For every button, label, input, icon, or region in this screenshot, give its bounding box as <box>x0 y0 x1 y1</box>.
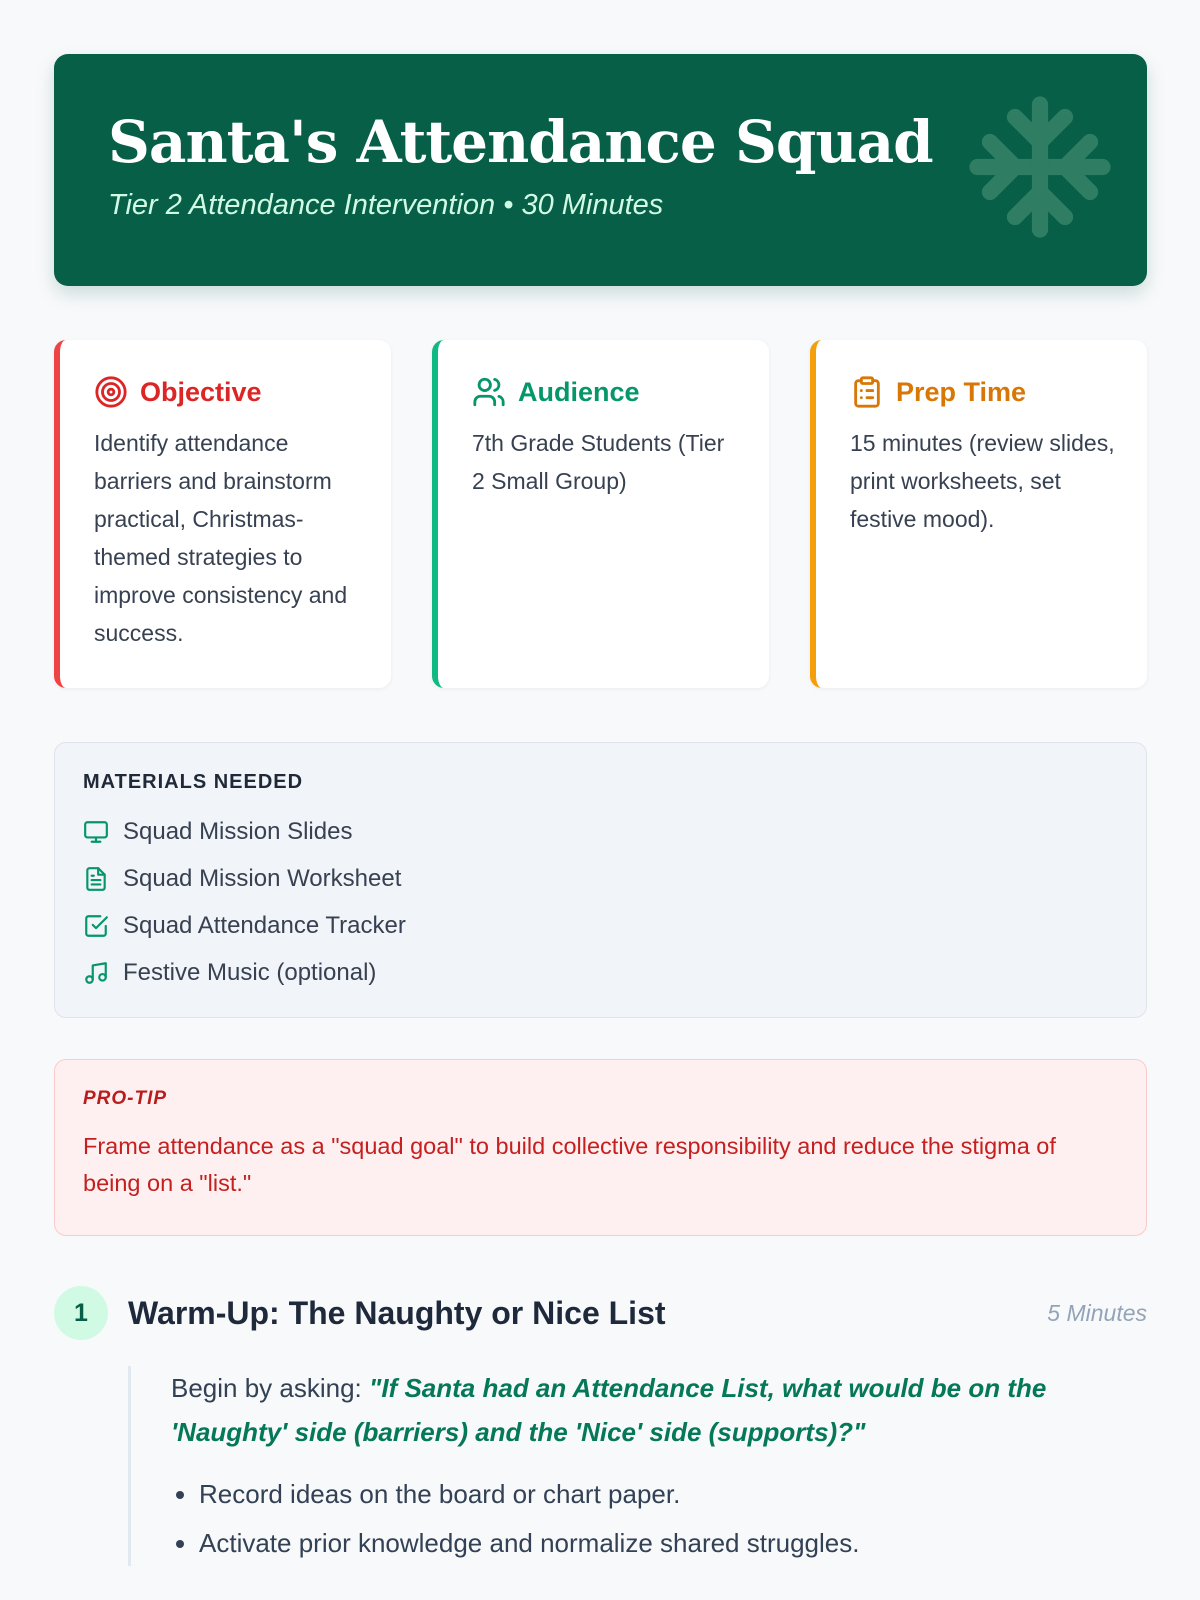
clipboard-icon <box>850 375 884 409</box>
materials-heading: MATERIALS NEEDED <box>83 771 304 793</box>
card-title-objective: Objective <box>140 376 262 407</box>
users-icon <box>472 375 506 409</box>
list-item <box>83 949 1118 996</box>
pro-tip-callout <box>54 1059 1147 1236</box>
monitor-icon <box>83 819 109 845</box>
step-title: Warm-Up: The Naughty or Nice List <box>128 1294 666 1331</box>
step-bullet-list <box>171 1470 1147 1568</box>
step-duration: 5 Minutes <box>1047 1300 1147 1326</box>
step-body <box>128 1366 1147 1566</box>
list-item <box>83 902 1118 949</box>
target-icon <box>94 375 128 409</box>
objective-card <box>54 340 391 688</box>
step-prompt-quote: "If Santa had an Attendance List, what would be on the 'Naughty' side (barriers) and the 'Nice' side (supports)?" <box>171 1373 1047 1447</box>
card-title-prep-time: Prep Time <box>896 376 1027 407</box>
page-title: Santa's Attendance Squad <box>108 108 933 176</box>
info-cards <box>54 340 1147 688</box>
materials-panel <box>54 742 1147 1018</box>
material-label: Squad Attendance Tracker <box>123 911 406 939</box>
document-icon <box>83 866 109 892</box>
material-label: Squad Mission Slides <box>123 817 353 845</box>
material-label: Festive Music (optional) <box>123 958 377 986</box>
list-item <box>83 808 1118 855</box>
step-section <box>54 1286 1147 1566</box>
material-label: Squad Mission Worksheet <box>123 864 402 892</box>
audience-card <box>432 340 769 688</box>
header-banner <box>54 54 1147 286</box>
step-header <box>54 1286 1147 1340</box>
pro-tip-heading: PRO-TIP <box>83 1088 168 1109</box>
lesson-plan-page <box>54 54 1147 1566</box>
card-text-prep-time: 15 minutes (review slides, print worksheets, set festive mood). <box>850 430 1115 532</box>
music-icon <box>83 960 109 986</box>
prep-time-card <box>810 340 1147 688</box>
step-prompt-lead: Begin by asking: <box>171 1373 362 1403</box>
check-square-icon <box>83 913 109 939</box>
list-item: • Activate prior knowledge and normalize shared struggles. <box>199 1519 1147 1568</box>
step-number-badge: 1 <box>54 1286 108 1340</box>
pro-tip-text: Frame attendance as a "squad goal" to build collective responsibility and reduce the stigma of being on a "list." <box>83 1133 1056 1196</box>
card-text-audience: 7th Grade Students (Tier 2 Small Group) <box>472 430 725 494</box>
step-prompt <box>171 1366 1147 1454</box>
page-subtitle: Tier 2 Attendance Intervention • 30 Minutes <box>108 189 664 221</box>
card-text-objective: Identify attendance barriers and brainstorm practical, Christmas-themed strategies to improve consistency and success. <box>94 430 348 646</box>
list-item: • Record ideas on the board or chart paper. <box>199 1470 1147 1519</box>
materials-list <box>83 808 1118 996</box>
card-title-audience: Audience <box>518 376 640 407</box>
list-item <box>83 855 1118 902</box>
snowflake-icon <box>965 92 1115 242</box>
